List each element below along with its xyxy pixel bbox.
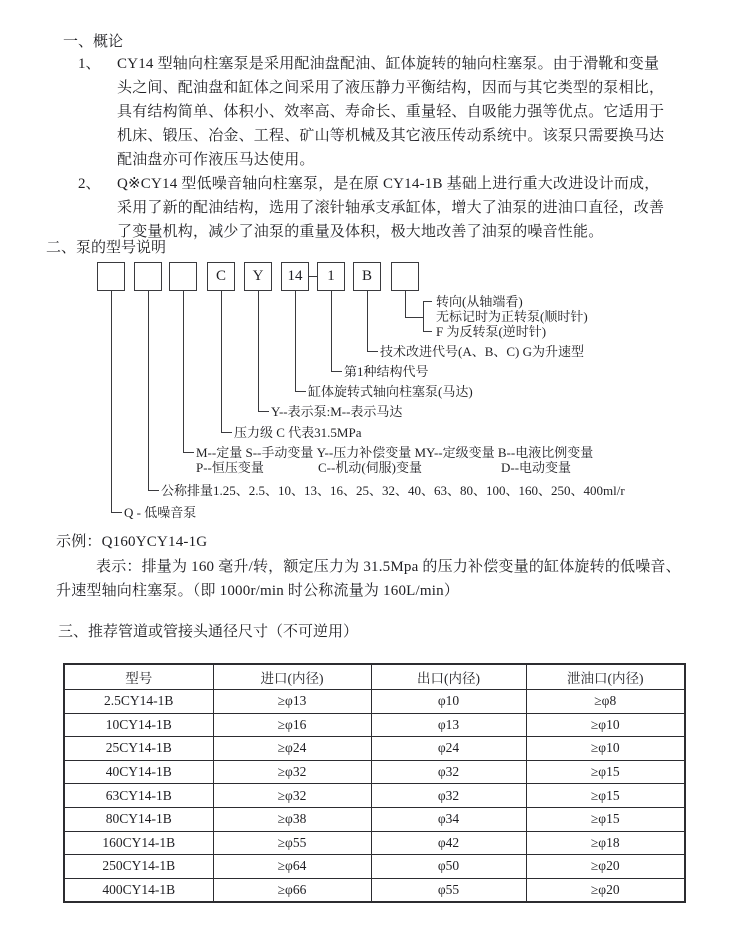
label-low-noise: Q - 低噪音泵 [124,505,197,520]
cell-inlet: ≥φ16 [213,713,371,737]
code-box-9 [391,262,419,291]
label-variable-row1: M--定量 S--手动变量 Y--压力补偿变量 MY--定级变量 B--电液比例变量 [196,445,594,460]
header-inlet: 进口(内径) [213,664,371,690]
table-row [64,690,685,714]
label-rotation-default: 无标记时为正转泵(顺时针) [436,309,588,324]
cell-drain: ≥φ15 [526,807,685,831]
label-variable-c: C--机动(伺服)变量 [318,460,422,475]
cell-model: 40CY14-1B [64,760,213,784]
code-box-1b: 1 [317,262,345,291]
cell-drain: ≥φ8 [526,690,685,714]
code-box-Y: Y [244,262,272,291]
connector-pump-type [295,291,306,392]
code-box-3 [169,262,197,291]
cell-model: 25CY14-1B [64,737,213,761]
label-pressure-class: 压力级 C 代表31.5MPa [234,425,362,440]
item-2-paragraph [117,172,664,244]
example-line-1: 表示：排量为 160 毫升/转，额定压力为 31.5Mpa 的压力补偿变量的缸体旋转的低噪音、 [96,559,681,575]
item-1-paragraph [117,52,664,172]
code-box-C: C [207,262,235,291]
cell-outlet: φ10 [371,690,526,714]
table-row [64,878,685,902]
cell-model: 80CY14-1B [64,807,213,831]
cell-inlet: ≥φ32 [213,784,371,808]
cell-inlet: ≥φ13 [213,690,371,714]
label-variable-d: D--电动变量 [501,460,572,475]
table-row [64,855,685,879]
cell-drain: ≥φ20 [526,855,685,879]
cell-outlet: φ13 [371,713,526,737]
cell-model: 250CY14-1B [64,855,213,879]
connector-improvement [367,291,378,352]
code-box-2 [134,262,162,291]
label-variable-p: P--恒压变量 [196,460,264,475]
cell-outlet: φ50 [371,855,526,879]
table-row [64,807,685,831]
paragraph-line: 了变量机构，减少了油泵的重量及体积，极大地改善了油泵的噪音性能。 [117,224,604,240]
table-row [64,831,685,855]
paragraph-line: Q※CY14 型低噪音轴向柱塞泵，是在原 CY14-1B 基础上进行重大改进设计而成， [117,176,660,192]
header-drain: 泄油口(内径) [526,664,685,690]
code-box-1 [97,262,125,291]
cell-drain: ≥φ18 [526,831,685,855]
table-row [64,737,685,761]
code-dash-line [309,276,317,277]
table-row [64,784,685,808]
paragraph-line: 机床、锻压、冶金、工程、矿山等机械及其它液压传动系统中。该泵只需要换马达 [117,128,665,144]
paragraph-line: 具有结构简单、体积小、效率高、寿命长、重量轻、自吸能力强等优点。它适用于 [117,104,665,120]
cell-drain: ≥φ15 [526,760,685,784]
cell-outlet: φ42 [371,831,526,855]
item-1-number: 1、 [78,56,101,72]
table-row [64,760,685,784]
cell-outlet: φ55 [371,878,526,902]
section-overview-heading: 一、概论 [63,34,124,50]
paragraph-line: 采用了新的配油结构，选用了滚针轴承支承缸体，增大了油泵的进油口直径，改善 [117,200,665,216]
label-displacement: 公称排量1.25、2.5、10、13、16、25、32、40、63、80、100、160、250、400ml/r [161,483,625,498]
cell-model: 63CY14-1B [64,784,213,808]
table-header-row [64,664,685,690]
cell-model: 2.5CY14-1B [64,690,213,714]
label-pump-or-motor: Y--表示泵:M--表示马达 [271,404,403,419]
cell-outlet: φ24 [371,737,526,761]
example-line-2: 升速型轴向柱塞泵。（即 1000r/min 时公称流量为 160L/min） [56,583,460,599]
label-structure: 第1种结构代号 [344,364,429,379]
cell-inlet: ≥φ32 [213,760,371,784]
table-row [64,713,685,737]
label-improvement: 技术改进代号(A、B、C) G为升速型 [380,344,585,359]
connector-displacement [148,291,159,491]
connector-rotation [405,291,424,318]
cell-drain: ≥φ10 [526,713,685,737]
label-pump-type: 缸体旋转式轴向柱塞泵(马达) [308,384,473,399]
paragraph-line: CY14 型轴向柱塞泵是采用配油盘配油、缸体旋转的轴向柱塞泵。由于滑靴和变量 [117,56,660,72]
connector-pressure [221,291,232,433]
item-2-number: 2、 [78,176,101,192]
pipe-size-table [63,663,686,903]
connector-variable [183,291,194,453]
cell-model: 10CY14-1B [64,713,213,737]
section-pipes-heading: 三、推荐管道或管接头通径尺寸（不可逆用） [58,624,359,640]
cell-inlet: ≥φ24 [213,737,371,761]
cell-inlet: ≥φ55 [213,831,371,855]
cell-outlet: φ32 [371,760,526,784]
label-rotation-title: 转向(从轴端看) [436,294,523,309]
paragraph-line: 头之间、配油盘和缸体之间采用了液压静力平衡结构，因而与其它类型的泵相比， [117,80,665,96]
label-rotation-reverse: F 为反转泵(逆时针) [436,324,547,339]
cell-inlet: ≥φ38 [213,807,371,831]
section-model-heading: 二、泵的型号说明 [46,240,167,256]
cell-drain: ≥φ15 [526,784,685,808]
connector-structure [331,291,342,372]
cell-model: 400CY14-1B [64,878,213,902]
cell-outlet: φ32 [371,784,526,808]
connector-low-noise [111,291,122,513]
rotation-bracket [423,301,432,332]
example-title: 示例：Q160YCY14-1G [56,534,208,550]
cell-drain: ≥φ10 [526,737,685,761]
cell-drain: ≥φ20 [526,878,685,902]
connector-pump-motor [258,291,269,412]
header-outlet: 出口(内径) [371,664,526,690]
paragraph-line: 配油盘亦可作液压马达使用。 [117,152,315,168]
header-model: 型号 [64,664,213,690]
code-box-14: 14 [281,262,309,291]
cell-model: 160CY14-1B [64,831,213,855]
cell-inlet: ≥φ66 [213,878,371,902]
cell-inlet: ≥φ64 [213,855,371,879]
cell-outlet: φ34 [371,807,526,831]
code-box-B: B [353,262,381,291]
